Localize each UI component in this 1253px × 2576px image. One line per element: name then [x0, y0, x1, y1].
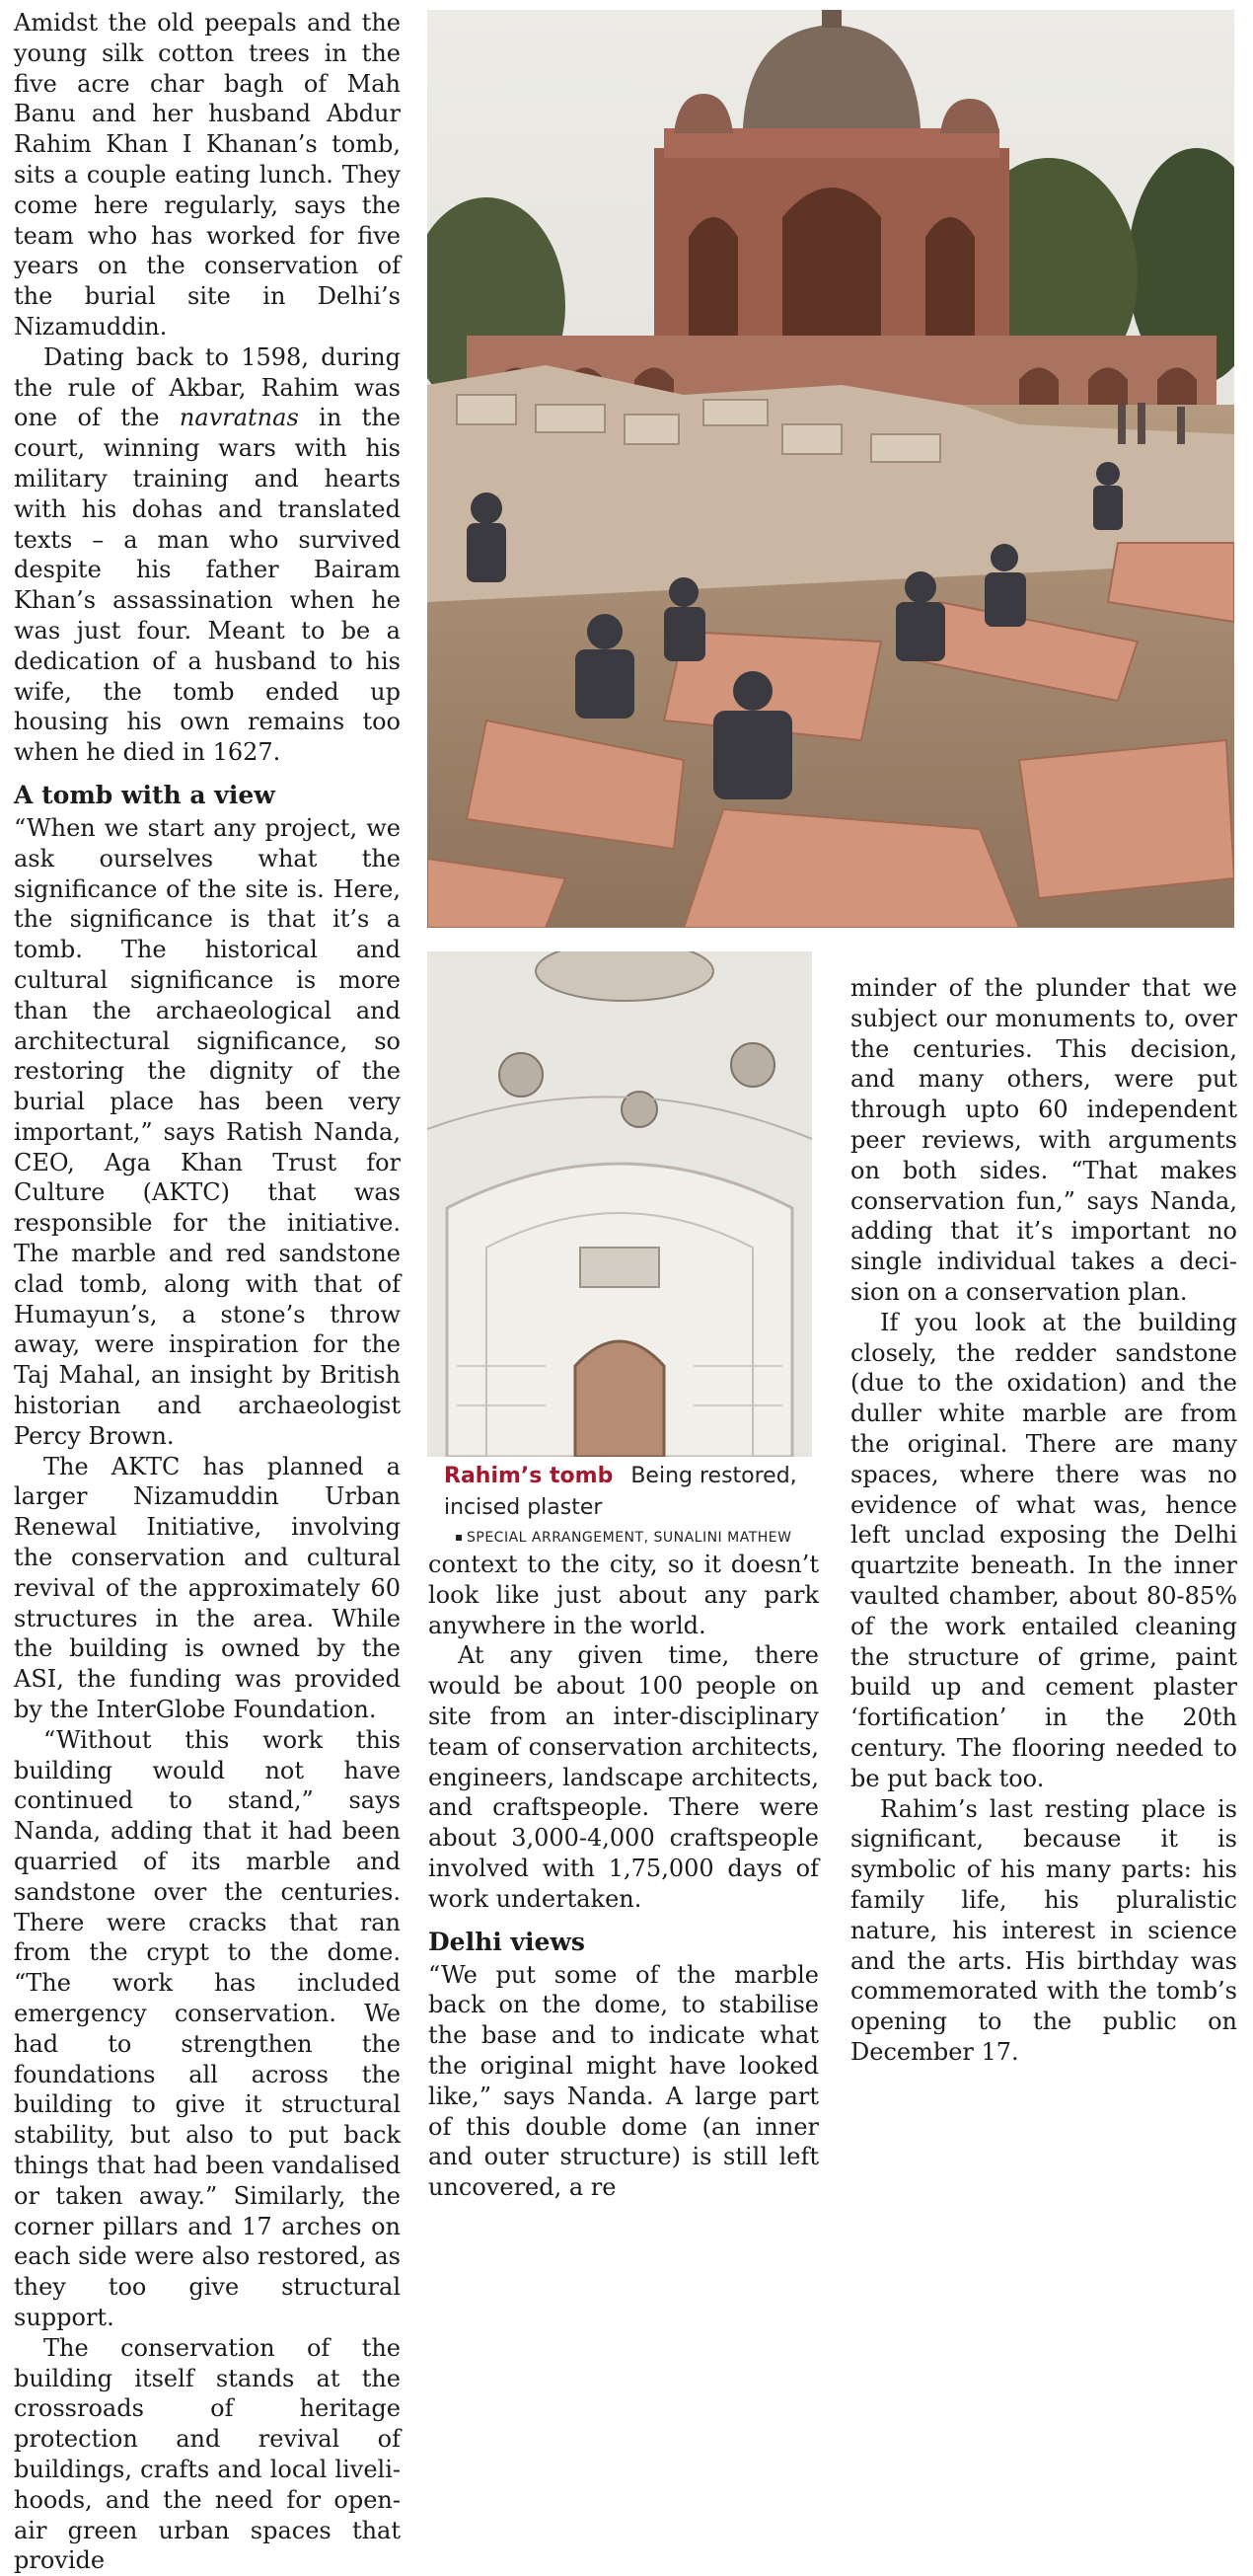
- credit-bullet-icon: [456, 1535, 462, 1541]
- tomb-restoration-photo: [427, 10, 1234, 928]
- photo-caption: [444, 1461, 829, 1524]
- article-paragraph: The AKTC has planned a larger Nizamuddin Urban Renewal Initiative, involving the conservation and cultural revival of the approximately 60 structures in the area. While the building is owned by the ASI, the funding was provided by the InterGlobe Foundation.: [14, 1452, 401, 1724]
- caption-text: Being restored, incised plaster: [444, 1464, 797, 1520]
- article-paragraph: The conservation of the building itself stands at the crossroads of heritage protection and revival of buildings, crafts and local livelihoods, and the need for open-air green urban spaces that provide: [14, 2333, 401, 2575]
- incised-plaster-photo: [427, 951, 812, 1457]
- article-paragraph: At any given time, there would be about 100 people on site from an inter-disciplinary team of conservation architects, engineers, landscape architects, and craftspeople. There were about 3,000-4,000 craftspeople involved with 1,75,000 days of work undertaken.: [428, 1641, 819, 1913]
- section-subheading: Delhi views: [428, 1927, 585, 1956]
- italic-term: navratnas: [179, 404, 299, 432]
- article-column-3: [850, 973, 1237, 2068]
- article-column-1: [14, 8, 401, 2576]
- article-paragraph: “Without this work this building would not have continued to stand,” says Nanda, adding that it had been quarried of its marble and sandstone over the centuries. There were cracks that ran from the crypt to the dome. “The work has included emergency conservation. We had to strengthen the foundations all across the building to give it structural stability, but also to put back things that had been vandalised or taken away.” Similarly, the corner pillars and 17 arches on each side were also restored, as they too give structural support.: [14, 1725, 401, 2331]
- article-paragraph: minder of the plunder that we subject our monuments to, over the centuries. This decision, and many others, were put through upto 60 independent peer reviews, with arguments on both sides. “That makes conservation fun,” says Nanda, adding that it’s important no single individual takes a decision on a conservation plan.: [850, 974, 1237, 1306]
- article-paragraph: If you look at the building closely, the redder sandstone (due to the oxidation) and the duller white marble are from the original. There are many spaces, where there was no evidence of what was, hence left unclad exposing the Delhi quartzite beneath. In the inner vaulted chamber, about 80-85% of the work entailed cleaning the structure of grime, paint build up and cement plaster ‘fortification’ in the 20th century. The flooring needed to be put back too.: [850, 1308, 1237, 1792]
- caption-title: Rahim’s tomb: [444, 1464, 614, 1488]
- article-paragraph: [14, 342, 401, 768]
- article-paragraph: context to the city, so it doesn’t look like just about any park anywhere in the world.: [428, 1551, 819, 1639]
- article-paragraph: “When we start any project, we ask ourselves what the significance of the site is. Here, the significance is that it’s a tomb. The historical and cultural significance is more than the archaeological and architectural significance, so restoring the dignity of the burial place has been very important,” says Ratish Nanda, CEO, Aga Khan Trust for Culture (AKTC) that was responsible for the initiative. The marble and red sandstone clad tomb, along with that of Humayun’s, a stone’s throw away, were inspiration for the Taj Mahal, an insight by British historian and archaeologist Percy Brown.: [14, 813, 401, 1450]
- credit-text: SPECIAL ARRANGEMENT, SUNALINI MATHEW: [467, 1530, 792, 1546]
- article-paragraph: “We put some of the marble back on the dome, to stabilise the base and to indicate what the original might have looked like,” says Nanda. A large part of this double dome (an inner and outer structure) is still left uncovered, a re: [428, 1960, 819, 2202]
- article-paragraph: Rahim’s last resting place is significant, because it is symbolic of his many parts: his family life, his pluralistic nature, his interest in science and the arts. His birthday was commemorated with the tomb’s opening to the public on December 17.: [850, 1794, 1237, 2066]
- photo-credit: [456, 1530, 791, 1546]
- text-run: in the court, winning wars with his military training and hearts with his dohas and translated texts – a man who survived despite his father Bairam Khan’s assassination when he was just four. Meant to be a dedication of a husband to his wife, the tomb ended up housing his own remains too when he died in 1627.: [14, 404, 401, 767]
- section-subheading: A tomb with a view: [14, 780, 275, 809]
- article-column-2: [428, 1550, 819, 2203]
- text-run: Dating back to 1598, during the rule of Akbar, Rahim was one of the: [14, 342, 401, 432]
- article-paragraph: Amidst the old peepals and the young silk cotton trees in the five acre char bagh of Mah Banu and her husband Abdur Rahim Khan I Khanan’s tomb, sits a couple eating lunch. They come here regularly, says the team who has worked for five years on the conservation of the burial site in Delhi’s Nizamuddin.: [14, 9, 401, 341]
